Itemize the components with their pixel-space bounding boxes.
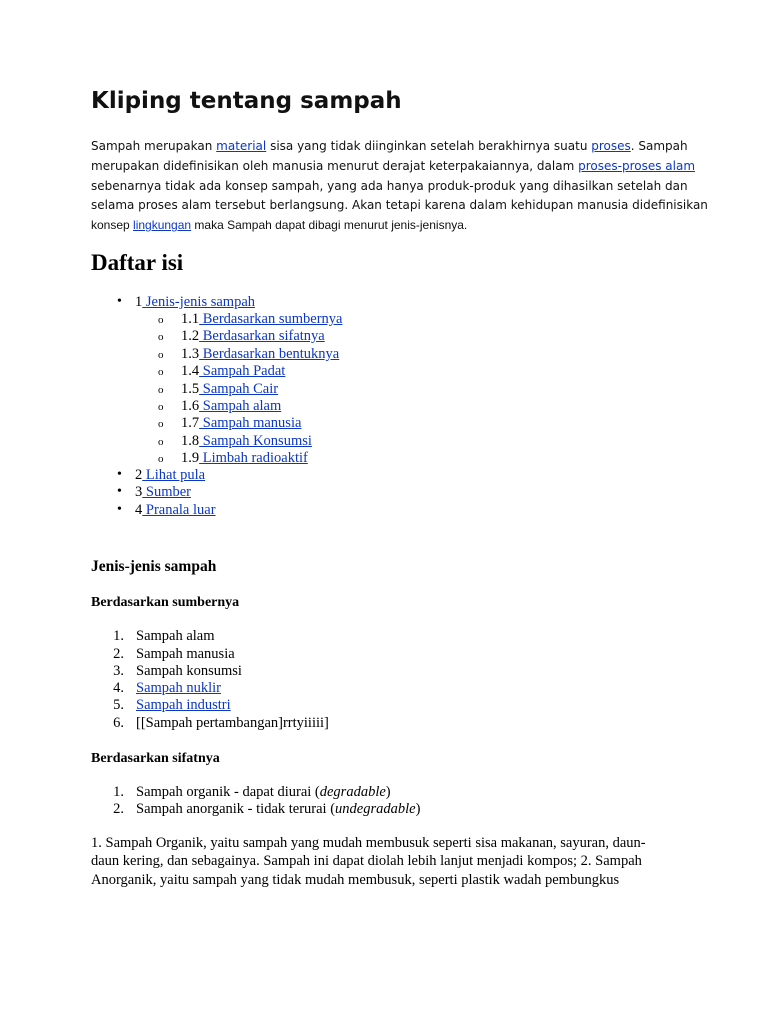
- toc-number: 1.1: [181, 311, 200, 327]
- list-number: 1.: [113, 628, 124, 644]
- bullet-icon: •: [117, 484, 122, 499]
- list-number: 2.: [113, 801, 124, 817]
- toc-number: 1: [135, 294, 143, 310]
- toc-item: [181, 311, 342, 328]
- intro-line-4: selama proses alam tersebut berlangsung. Akan tetapi karena dalam kehidupan manusia didefinisikan: [91, 198, 708, 212]
- bullet-icon: •: [117, 467, 122, 482]
- circle-bullet-icon: o: [158, 453, 164, 465]
- bullet-icon: •: [117, 502, 122, 517]
- toc-item: [135, 484, 191, 501]
- toc-link[interactable]: Sampah Padat: [199, 363, 286, 379]
- toc-number: 3: [135, 484, 143, 500]
- intro-text: sisa yang tidak diinginkan setelah berakhirnya suatu: [266, 139, 592, 153]
- toc-link[interactable]: Berdasarkan bentuknya: [199, 346, 340, 362]
- paragraph-line: 1. Sampah Organik, yaitu sampah yang mudah membusuk seperti sisa makanan, sayuran, daun-: [91, 835, 646, 851]
- toc-number: 1.7: [181, 415, 200, 431]
- toc-number: 1.4: [181, 363, 200, 379]
- intro-line-1: [91, 139, 688, 153]
- toc-item: [181, 398, 281, 415]
- toc-link[interactable]: Sumber: [142, 484, 191, 500]
- list-item: [136, 784, 391, 801]
- toc-number: 1.2: [181, 328, 200, 344]
- subsection-heading: Berdasarkan sumbernya: [91, 595, 240, 610]
- intro-line-5: [91, 218, 467, 232]
- subsection-heading: Berdasarkan sifatnya: [91, 751, 220, 766]
- circle-bullet-icon: o: [158, 366, 164, 378]
- link-proses[interactable]: proses: [591, 139, 631, 153]
- toc-item: [181, 346, 339, 363]
- intro-text: maka Sampah dapat dibagi menurut jenis-jenisnya.: [191, 218, 468, 232]
- circle-bullet-icon: o: [158, 418, 164, 430]
- toc-link[interactable]: Jenis-jenis sampah: [142, 294, 256, 310]
- toc-item: [181, 433, 312, 450]
- list-item: Sampah konsumsi: [136, 663, 242, 679]
- toc-link[interactable]: Berdasarkan sifatnya: [199, 328, 325, 344]
- list-number: 5.: [113, 697, 124, 713]
- list-emphasis: undegradable: [335, 801, 416, 817]
- section-heading: Jenis-jenis sampah: [91, 558, 217, 575]
- toc-link[interactable]: Pranala luar: [142, 502, 216, 518]
- link-proses-proses-alam[interactable]: proses-proses alam: [578, 159, 696, 173]
- list-item: Sampah manusia: [136, 646, 235, 662]
- toc-item: [181, 363, 285, 380]
- list-emphasis: degradable: [319, 784, 386, 800]
- toc-item: [181, 450, 308, 467]
- circle-bullet-icon: o: [158, 384, 164, 396]
- toc-item: [181, 415, 301, 432]
- toc-number: 1.3: [181, 346, 200, 362]
- paragraph-line: Anorganik, yaitu sampah yang tidak mudah membusuk, seperti plastik wadah pembungkus: [91, 872, 620, 888]
- list-item: Sampah alam: [136, 628, 215, 644]
- intro-line-2: [91, 159, 695, 173]
- list-item: [136, 801, 420, 818]
- circle-bullet-icon: o: [158, 401, 164, 413]
- list-text: Sampah organik - dapat diurai (: [136, 784, 320, 800]
- intro-text: . Sampah: [630, 139, 688, 153]
- intro-text: Sampah merupakan: [91, 139, 217, 153]
- circle-bullet-icon: o: [158, 314, 164, 326]
- toc-item: [135, 294, 255, 311]
- circle-bullet-icon: o: [158, 436, 164, 448]
- toc-item: [181, 328, 325, 345]
- intro-text: merupakan didefinisikan oleh manusia menurut derajat keterpakaiannya, dalam: [91, 159, 579, 173]
- list-number: 2.: [113, 646, 124, 662]
- toc-number: 2: [135, 467, 143, 483]
- circle-bullet-icon: o: [158, 349, 164, 361]
- link-lingkungan[interactable]: lingkungan: [133, 218, 192, 232]
- toc-item: [181, 381, 278, 398]
- toc-link[interactable]: Limbah radioaktif: [199, 450, 308, 466]
- toc-number: 4: [135, 502, 143, 518]
- toc-number: 1.8: [181, 433, 200, 449]
- link-material[interactable]: material: [216, 139, 267, 153]
- intro-line-3: sebenarnya tidak ada konsep sampah, yang ada hanya produk-produk yang dihasilkan setelah dan: [91, 179, 688, 193]
- list-item: [[Sampah pertambangan]rrtyiiiii]: [136, 715, 329, 731]
- toc-number: 1.5: [181, 381, 200, 397]
- list-text: ): [415, 801, 421, 817]
- list-number: 3.: [113, 663, 124, 679]
- list-item-link[interactable]: Sampah industri: [136, 697, 231, 713]
- bullet-icon: •: [117, 294, 122, 309]
- toc-link[interactable]: Berdasarkan sumbernya: [199, 311, 343, 327]
- toc-item: [135, 467, 205, 484]
- list-number: 6.: [113, 715, 124, 731]
- toc-link[interactable]: Sampah manusia: [199, 415, 302, 431]
- toc-link[interactable]: Sampah Konsumsi: [199, 433, 312, 449]
- toc-item: [135, 502, 216, 519]
- page-title: Kliping tentang sampah: [91, 88, 402, 114]
- circle-bullet-icon: o: [158, 331, 164, 343]
- toc-link[interactable]: Lihat pula: [142, 467, 206, 483]
- toc-number: 1.6: [181, 398, 200, 414]
- toc-link[interactable]: Sampah alam: [199, 398, 282, 414]
- paragraph-line: daun kering, dan sebagainya. Sampah ini dapat diolah lebih lanjut menjadi kompos; 2. Sampah: [91, 853, 642, 869]
- toc-number: 1.9: [181, 450, 200, 466]
- list-number: 1.: [113, 784, 124, 800]
- list-text: Sampah anorganik - tidak terurai (: [136, 801, 336, 817]
- toc-link[interactable]: Sampah Cair: [199, 381, 279, 397]
- list-text: ): [385, 784, 391, 800]
- list-item-link[interactable]: Sampah nuklir: [136, 680, 221, 696]
- list-number: 4.: [113, 680, 124, 696]
- toc-heading: Daftar isi: [91, 250, 184, 275]
- intro-text: konsep: [91, 218, 134, 232]
